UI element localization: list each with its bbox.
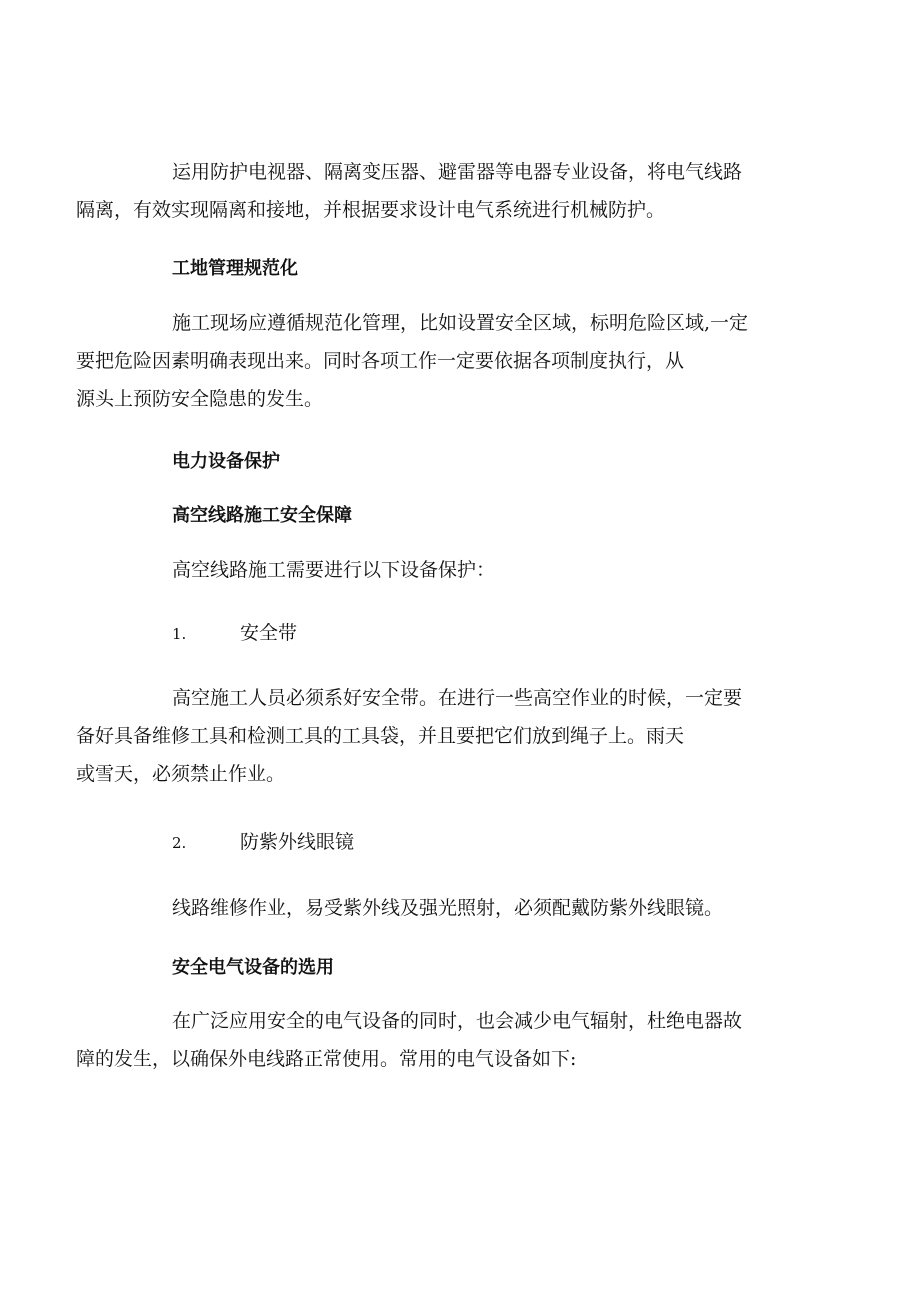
paragraph-safe-equipment	[76, 1002, 782, 1078]
paragraph-line: 运用防护电视器、隔离变压器、避雷器等电器专业设备，将电气线路	[172, 161, 743, 183]
list-item-uv-glasses	[172, 830, 354, 855]
list-number: 2.	[172, 834, 187, 852]
paragraph-site-management	[76, 304, 782, 418]
heading-safe-equipment: 安全电气设备的选用	[172, 957, 334, 978]
list-text: 防紫外线眼镜	[240, 831, 355, 853]
paragraph-line: 高空线路施工需要进行以下设备保护：	[172, 559, 496, 581]
paragraph-line: 障的发生，以确保外电线路正常使用。常用的电气设备如下:	[76, 1048, 577, 1070]
paragraph-line: 或雪天，必须禁止作业。	[76, 763, 286, 785]
paragraph-uv-glasses	[172, 889, 782, 927]
list-text: 安全带	[240, 622, 298, 644]
paragraph-line: 备好具备维修工具和检测工具的工具袋，并且要把它们放到绳子上。雨天	[76, 725, 685, 747]
paragraph-line: 线路维修作业，易受紫外线及强光照射，必须配戴防紫外线眼镜。	[172, 897, 724, 919]
heading-power-equipment: 电力设备保护	[172, 451, 280, 472]
heading-high-altitude: 高空线路施工安全保障	[172, 505, 352, 526]
list-item-safety-belt	[172, 621, 297, 646]
paragraph-line: 施工现场应遵循规范化管理，比如设置安全区域，标明危险区域,一定	[172, 312, 749, 334]
paragraph-safety-belt	[76, 679, 782, 793]
paragraph-line: 源头上预防安全隐患的发生。	[76, 388, 324, 410]
heading-site-management: 工地管理规范化	[172, 258, 298, 279]
list-number: 1.	[172, 625, 187, 643]
paragraph-line: 在广泛应用安全的电气设备的同时，也会减少电气辐射，杜绝电器故	[172, 1010, 743, 1032]
paragraph-isolation	[76, 153, 782, 229]
paragraph-line: 隔离，有效实现隔离和接地，并根据要求设计电气系统进行机械防护。	[76, 199, 666, 221]
paragraph-line: 高空施工人员必须系好安全带。在进行一些高空作业的时候，一定要	[172, 687, 743, 709]
paragraph-line: 要把危险因素明确表现出来。同时各项工作一定要依据各项制度执行，从	[76, 350, 685, 372]
paragraph-high-altitude-intro	[172, 551, 782, 589]
